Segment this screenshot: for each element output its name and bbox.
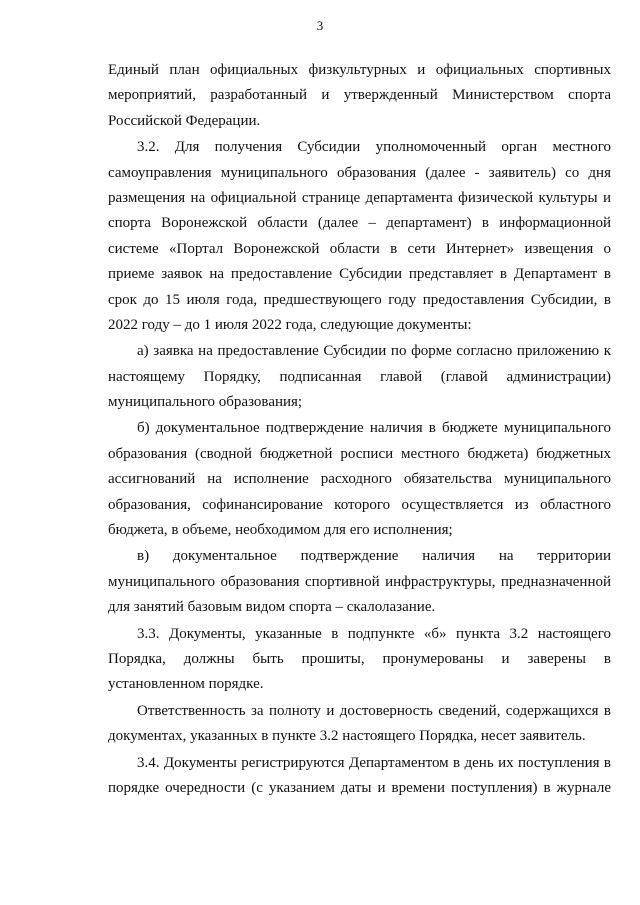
paragraph-3-2-b	[108, 416, 611, 543]
text-line: а) заявка на предоставление Субсидии по форме согласно приложению к	[137, 343, 611, 360]
paragraph-3-3	[108, 622, 611, 698]
text-line: установленном порядке.	[108, 676, 264, 693]
paragraph-3-2	[108, 135, 611, 338]
text-line: ассигнований на исполнение расходного обязательства муниципального	[108, 471, 611, 488]
text-line: Ответственность за полноту и достоверность сведений, содержащихся в	[137, 702, 611, 719]
text-line: Порядка, должны быть прошиты, пронумерованы и заверены в	[108, 650, 611, 667]
text-line: 3.3. Документы, указанные в подпункте «б» пункта 3.2 настоящего	[137, 625, 611, 642]
text-line: муниципального образования;	[108, 394, 303, 411]
text-line: в) документальное подтверждение наличия на территории	[137, 548, 611, 565]
text-line: для занятий базовым видом спорта – скалолазание.	[108, 599, 436, 616]
text-line: Российской Федерации.	[108, 112, 261, 129]
text-line: бюджета, в объеме, необходимом для его исполнения;	[108, 522, 453, 539]
text-line: 3.2. Для получения Субсидии уполномоченный орган местного	[137, 139, 611, 156]
text-line: б) документальное подтверждение наличия в бюджете муниципального	[137, 420, 611, 437]
text-line: порядке очередности (с указанием даты и времени поступления) в журнале	[108, 779, 611, 796]
text-line: размещения на официальной странице департамента физической культуры и	[108, 189, 611, 206]
document-body	[108, 58, 611, 801]
paragraph-3-2-v	[108, 544, 611, 620]
text-line: мероприятий, разработанный и утвержденный Министерством спорта	[108, 87, 611, 104]
text-line: муниципального образования спортивной инфраструктуры, предназначенной	[108, 573, 611, 590]
text-line: 3.4. Документы регистрируются Департаментом в день их поступления в	[137, 754, 611, 771]
text-line: образования, софинансирование которого осуществляется из областного	[108, 496, 611, 513]
text-line: приеме заявок на предоставление Субсидии представляет в Департамент в	[108, 266, 611, 283]
text-line: Единый план официальных физкультурных и официальных спортивных	[108, 62, 611, 78]
paragraph-3-2-a	[108, 339, 611, 415]
paragraph-intro	[108, 58, 611, 134]
paragraph-responsibility	[108, 699, 611, 750]
paragraph-3-4	[108, 751, 611, 802]
text-line: самоуправления муниципального образования (далее - заявитель) со дня	[108, 164, 611, 181]
text-line: настоящему Порядку, подписанная главой (главой администрации)	[108, 368, 611, 385]
text-line: спорта Воронежской области (далее – департамент) в информационной	[108, 215, 611, 232]
text-line: системе «Портал Воронежской области в сети Интернет» извещения о	[108, 240, 611, 257]
text-line: 2022 году – до 1 июля 2022 года, следующие документы:	[108, 316, 472, 333]
page-number: 3	[316, 18, 324, 33]
text-line: образования (сводной бюджетной росписи местного бюджета) бюджетных	[108, 445, 611, 462]
text-line: срок до 15 июля года, предшествующего году предоставления Субсидии, в	[108, 291, 611, 308]
text-line: документах, указанных в пункте 3.2 настоящего Порядка, несет заявитель.	[108, 728, 586, 745]
